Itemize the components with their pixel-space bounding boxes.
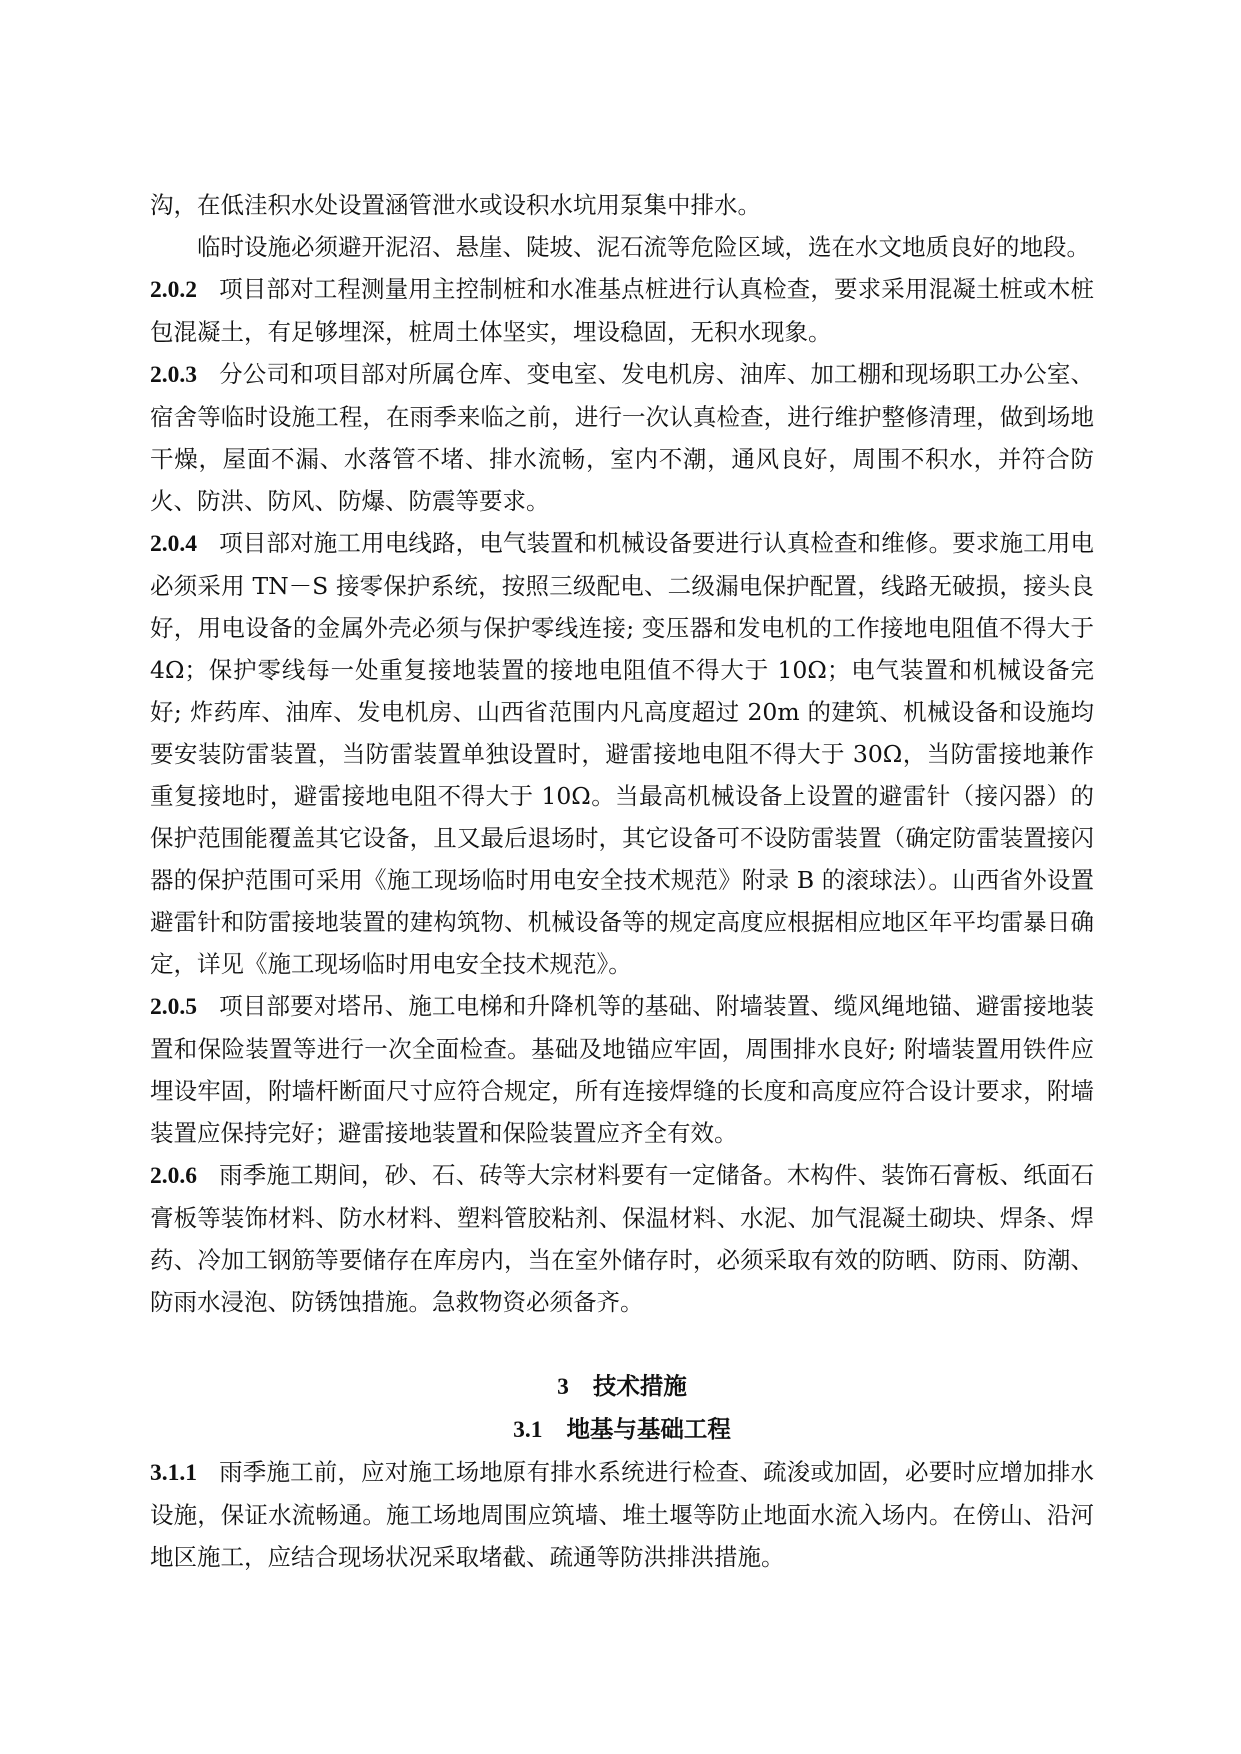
clause-2-0-4 [150,522,1094,985]
clause-text: 项目部要对塔吊、施工电梯和升降机等的基础、附墙装置、缆风绳地锚、避雷接地装置和保险装置等进行一次全面检查。基础及地锚应牢固，周围排水良好; 附墙装置用铁件应埋设牢固，附墙杆断面尺寸应符合规定，所有连接焊缝的长度和高度应符合设计要求，附墙装置应保持完好；避雷接地装置和保险装置应齐全有效。 [150,992,1094,1147]
temp-facilities-paragraph: 临时设施必须避开泥沼、悬崖、陡坡、泥石流等危险区域，选在水文地质良好的地段。 [197,233,1090,261]
clause-3-1-1 [150,1451,1094,1578]
continued-paragraph: 沟，在低洼积水处设置涵管泄水或设积水坑用泵集中排水。 [150,191,761,219]
chapter-number: 3 [557,1374,569,1400]
clause-number: 2.0.2 [150,277,197,303]
clause-number: 2.0.6 [150,1163,197,1189]
clause-2-0-2 [150,268,1094,353]
clause-text: 雨季施工前，应对施工场地原有排水系统进行检查、疏浚或加固，必要时应增加排水设施，保证水流畅通。施工场地周围应筑墙、堆土堰等防止地面水流入场内。在傍山、沿河地区施工，应结合现场状况采取堵截、疏通等防洪排洪措施。 [150,1458,1094,1571]
clause-number: 2.0.4 [150,531,197,557]
clause-number: 2.0.5 [150,994,197,1020]
clause-number: 2.0.3 [150,362,197,388]
clause-2-0-6 [150,1154,1094,1323]
section-heading [150,1408,1094,1451]
clause-text: 雨季施工期间，砂、石、砖等大宗材料要有一定储备。木构件、装饰石膏板、纸面石膏板等装饰材料、防水材料、塑料管胶粘剂、保温材料、水泥、加气混凝土砌块、焊条、焊药、冷加工钢筋等要储存在库房内，当在室外储存时，必须采取有效的防晒、防雨、防潮、防雨水浸泡、防锈蚀措施。急救物资必须备齐。 [150,1161,1094,1316]
clause-number: 3.1.1 [150,1460,197,1486]
clause-text: 项目部对工程测量用主控制桩和水准基点桩进行认真检查，要求采用混凝土桩或木桩包混凝土，有足够埋深，桩周土体坚实，埋设稳固，无积水现象。 [150,275,1094,346]
clause-text: 分公司和项目部对所属仓库、变电室、发电机房、油库、加工棚和现场职工办公室、宿舍等临时设施工程，在雨季来临之前，进行一次认真检查，进行维护整修清理，做到场地干燥，屋面不漏、水落管不堵、排水流畅，室内不潮，通风良好，周围不积水，并符合防火、防洪、防风、防爆、防震等要求。 [150,360,1094,515]
section-number: 3.1 [513,1417,543,1443]
chapter-heading [150,1365,1094,1408]
section-title: 地基与基础工程 [566,1415,731,1443]
clause-2-0-3 [150,353,1094,522]
document-page [150,184,1094,1578]
clause-2-0-5 [150,985,1094,1154]
chapter-title: 技术措施 [592,1372,687,1400]
clause-text: 项目部对施工用电线路，电气装置和机械设备要进行认真检查和维修。要求施工用电必须采用 TN－S 接零保护系统，按照三级配电、二级漏电保护配置，线路无破损，接头良好，用电设备的金属外壳必须与保护零线连接; 变压器和发电机的工作接地电阻值不得大于 4Ω；保护零线每一处重复接地装置的接地电阻值不得大于 10Ω；电气装置和机械设备完好; 炸药库、油库、发电机房、山西省范围内凡高度超过 20m 的建筑、机械设备和设施均要安装防雷装置，当防雷装置单独设置时，避雷接地电阻不得大于 30Ω，当防雷接地兼作重复接地时，避雷接地电阻不得大于 10Ω。当最高机械设备上设置的避雷针（接闪器）的保护范围能覆盖其它设备，且又最后退场时，其它设备可不设防雷装置（确定防雷装置接闪器的保护范围可采用《施工现场临时用电安全技术规范》附录 B 的滚球法）。山西省外设置避雷针和防雷接地装置的建构筑物、机械设备等的规定高度应根据相应地区年平均雷暴日确定，详见《施工现场临时用电安全技术规范》。 [150,529,1094,978]
